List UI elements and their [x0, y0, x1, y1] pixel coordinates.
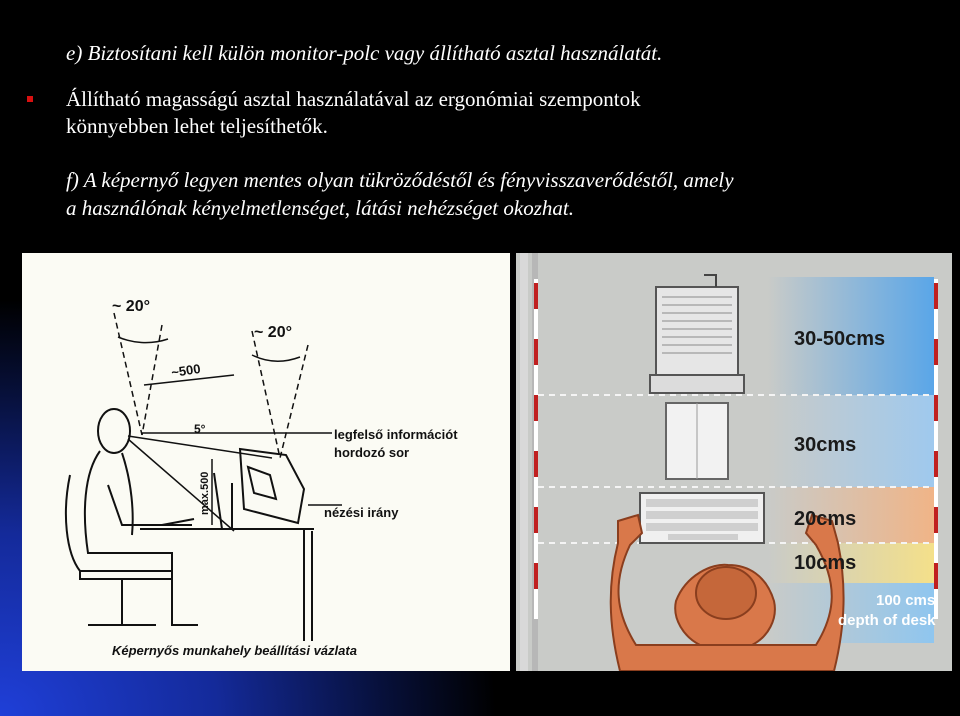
- bullet-line-2: könnyebben lehet teljesíthetők.: [66, 114, 328, 138]
- zone-label-30: 30cms: [794, 434, 857, 456]
- desk-depth-drawing: [516, 253, 952, 671]
- angle-label-2: ~ 20°: [254, 324, 292, 341]
- distance-label: ~500: [170, 361, 202, 380]
- depth-label-2: depth of desk: [838, 612, 936, 629]
- zone-label-10: 10cms: [794, 552, 857, 574]
- zone-label-30-50: 30-50cms: [794, 328, 886, 350]
- small-angle-label: 5°: [194, 422, 206, 436]
- height-label: max.500: [199, 471, 211, 515]
- desk-depth-diagram: [516, 253, 952, 671]
- workstation-sketch-drawing: [22, 253, 510, 671]
- chair-back: [66, 475, 80, 571]
- line-e: e) Biztosítani kell külön monitor-polc vagy állítható asztal használatát.: [66, 41, 663, 65]
- angle-label-1: ~ 20°: [112, 298, 150, 315]
- zone-label-20: 20cms: [794, 508, 857, 530]
- head-shape: [98, 409, 130, 453]
- line-f-1: f) A képernyő legyen mentes olyan tükröződéstől és fényvisszaverődéstől, amely: [66, 168, 734, 192]
- workstation-sketch: [22, 253, 510, 671]
- info-line-1: legfelső információt: [334, 427, 458, 442]
- sketch-caption: Képernyős munkahely beállítási vázlata: [112, 643, 357, 658]
- depth-label-1: 100 cms: [876, 592, 936, 609]
- view-direction-label: nézési irány: [324, 505, 399, 520]
- info-line-2: hordozó sor: [334, 445, 410, 460]
- bullet-marker: [27, 96, 33, 102]
- line-f-2: a használónak kényelmetlenséget, látási nehézséget okozhat.: [66, 196, 574, 220]
- arm-shape: [108, 485, 192, 525]
- bullet-line-1: Állítható magasságú asztal használatával az ergonómiai szempontok: [66, 87, 641, 111]
- monitor-top: [656, 287, 738, 375]
